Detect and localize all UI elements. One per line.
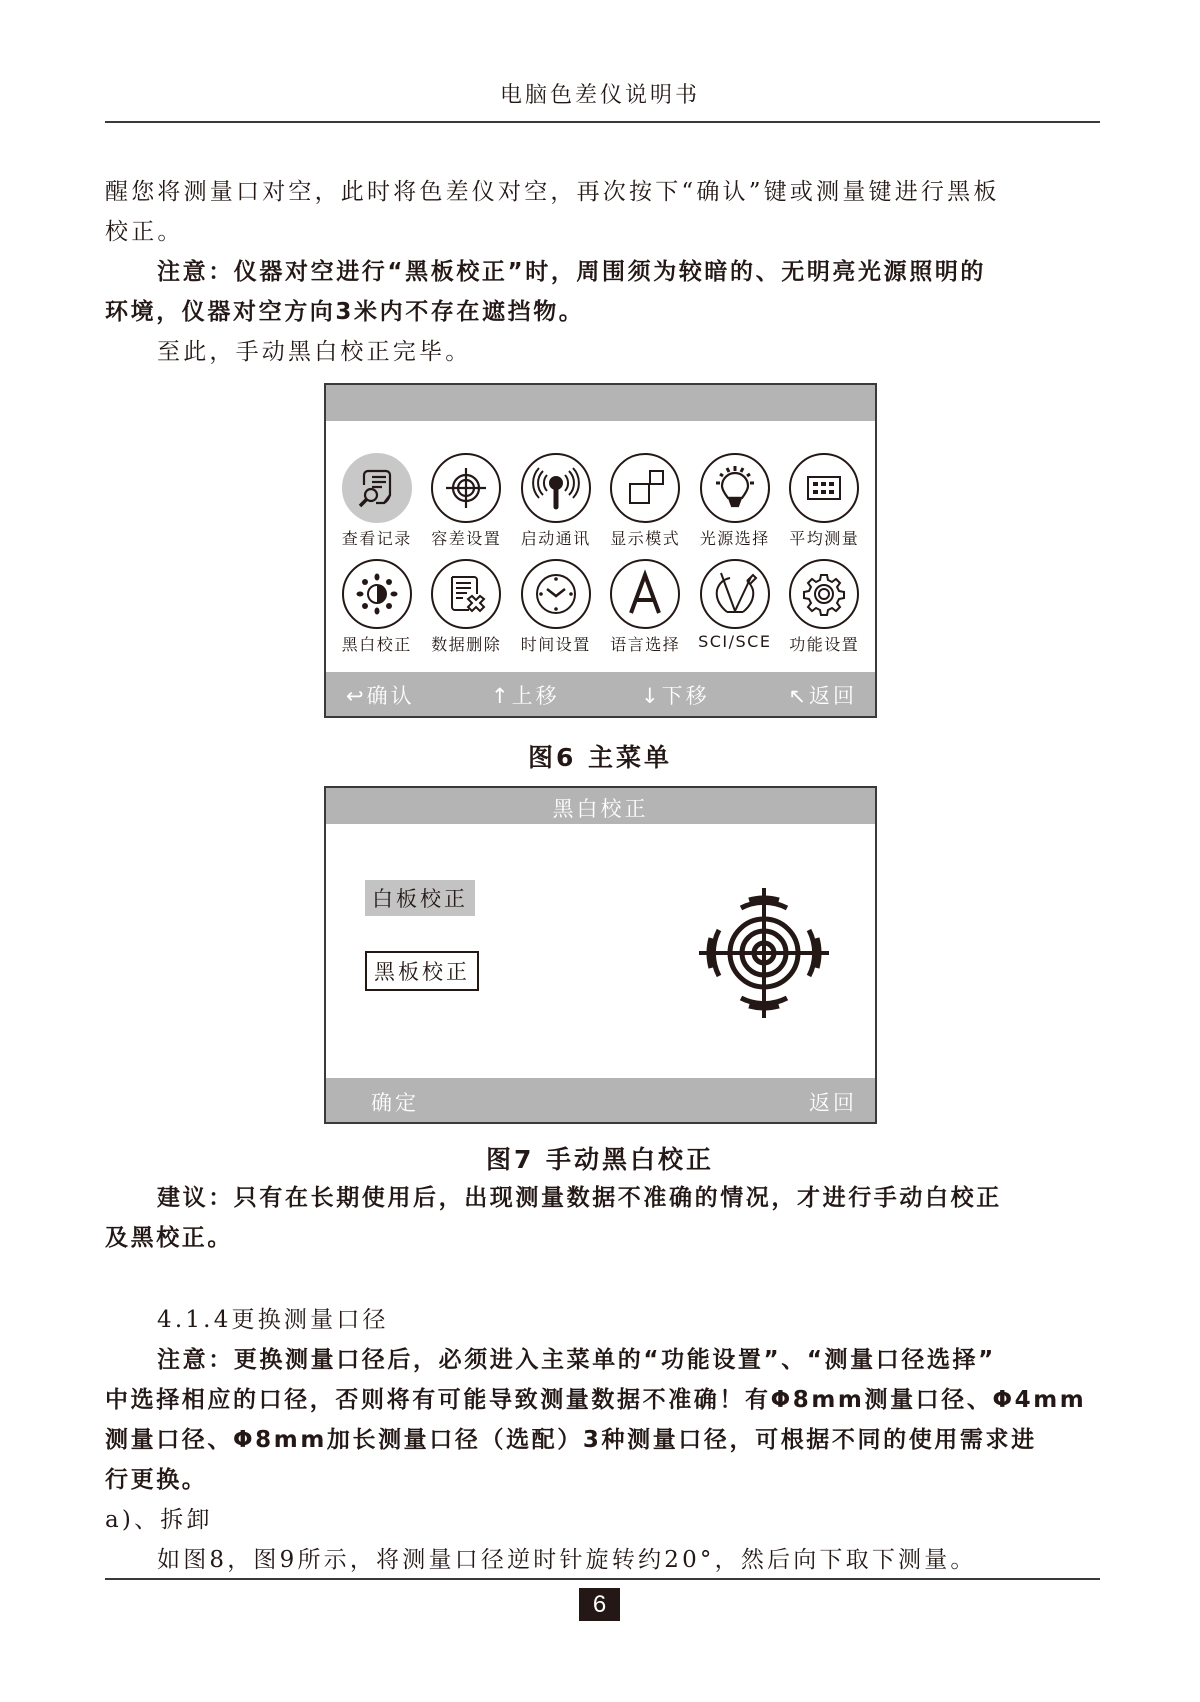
main-menu-title-bar bbox=[326, 385, 875, 421]
figure7-caption: 图7 手动黑白校正 bbox=[485, 1145, 715, 1174]
paragraph-line: 注意：仪器对空进行“黑板校正”时，周围须为较暗的、无明亮光源照明的 bbox=[157, 259, 987, 285]
menu-item-label: 启动通讯 bbox=[520, 529, 591, 548]
page-number: 6 bbox=[579, 1588, 620, 1621]
arrow-up-icon: ↑ bbox=[491, 684, 512, 708]
wireless-signal-icon bbox=[521, 453, 591, 523]
menu-item-start-communication[interactable] bbox=[511, 453, 601, 549]
footer-divider bbox=[105, 1578, 1100, 1580]
menu-item-label: 语言选择 bbox=[610, 635, 681, 654]
arrow-back-icon: ↖ bbox=[788, 684, 809, 708]
figure6-caption: 图6 主菜单 bbox=[527, 743, 673, 772]
menu-item-data-delete[interactable] bbox=[422, 559, 512, 655]
menu-item-language[interactable] bbox=[601, 559, 691, 655]
paragraph-line: 及黑校正。 bbox=[105, 1225, 233, 1251]
main-menu-grid bbox=[332, 453, 869, 655]
clock-icon bbox=[521, 559, 591, 629]
confirm-softkey[interactable] bbox=[346, 680, 415, 710]
menu-item-time-settings[interactable] bbox=[511, 559, 601, 655]
back-label: 返回 bbox=[809, 684, 857, 708]
menu-item-label: SCI/SCE bbox=[698, 632, 772, 651]
main-menu-bottom-bar bbox=[326, 672, 875, 716]
crosshair-target-icon bbox=[431, 453, 501, 523]
menu-item-average-measurement[interactable] bbox=[780, 453, 870, 549]
paragraph-advice bbox=[105, 1178, 1100, 1258]
menu-item-function-settings[interactable] bbox=[780, 559, 870, 655]
black-plate-calibration-option[interactable]: 黑板校正 bbox=[365, 951, 479, 991]
gear-icon bbox=[789, 559, 859, 629]
menu-item-label: 显示模式 bbox=[610, 529, 681, 548]
back-softkey[interactable] bbox=[788, 680, 857, 710]
confirm-label: 确认 bbox=[366, 684, 415, 708]
section-heading bbox=[105, 1300, 1100, 1340]
main-menu-screen bbox=[324, 383, 877, 718]
ok-softkey[interactable]: 确定 bbox=[371, 1091, 419, 1115]
move-down-label: 下移 bbox=[661, 684, 710, 708]
paragraph-aperture-note bbox=[105, 1340, 1100, 1500]
sci-sce-icon bbox=[700, 559, 770, 629]
paragraph-line: 校正。 bbox=[105, 219, 184, 245]
paragraph-complete bbox=[105, 332, 1100, 372]
document-delete-icon bbox=[431, 559, 501, 629]
paragraph-continuation bbox=[105, 172, 1100, 252]
paragraph-line: 建议：只有在长期使用后，出现测量数据不准确的情况，才进行手动白校正 bbox=[157, 1185, 1002, 1211]
paragraph-line: 如图8，图9所示，将测量口径逆时针旋转约20°，然后向下取下测量。 bbox=[157, 1547, 977, 1573]
subsection-disassembly bbox=[105, 1500, 1100, 1580]
menu-item-view-records[interactable] bbox=[332, 453, 422, 549]
menu-item-label: 黑白校正 bbox=[341, 635, 412, 654]
menu-item-sci-sce[interactable] bbox=[690, 559, 780, 655]
paragraph-line: 环境，仪器对空方向3米内不存在遮挡物。 bbox=[105, 299, 585, 325]
paragraph-line: 行更换。 bbox=[105, 1467, 208, 1493]
white-plate-calibration-option[interactable]: 白板校正 bbox=[365, 880, 475, 916]
half-sun-icon bbox=[342, 559, 412, 629]
move-down-softkey[interactable] bbox=[641, 680, 710, 710]
enter-arrow-icon: ↩ bbox=[346, 684, 367, 708]
paragraph-line: 测量口径、Φ8mm加长测量口径（选配）3种测量口径，可根据不同的使用需求进 bbox=[105, 1427, 1037, 1453]
menu-item-label: 容差设置 bbox=[431, 529, 502, 548]
menu-item-label: 时间设置 bbox=[520, 635, 591, 654]
calibration-screen bbox=[324, 786, 877, 1124]
document-header-title: 电脑色差仪说明书 bbox=[499, 83, 700, 108]
calibration-title-bar bbox=[326, 788, 875, 824]
header-divider bbox=[105, 121, 1100, 123]
back-softkey[interactable]: 返回 bbox=[809, 1091, 857, 1115]
menu-item-label: 功能设置 bbox=[789, 635, 860, 654]
menu-item-light-source[interactable] bbox=[690, 453, 780, 549]
paragraph-line: 中选择相应的口径，否则将有可能导致测量数据不准确！有Φ8mm测量口径、Φ4mm bbox=[105, 1387, 1087, 1413]
menu-item-display-mode[interactable] bbox=[601, 453, 691, 549]
calibration-title: 黑白校正 bbox=[552, 797, 649, 821]
menu-item-label: 平均测量 bbox=[789, 529, 860, 548]
paragraph-line: 醒您将测量口对空，此时将色差仪对空，再次按下“确认”键或测量键进行黑板 bbox=[105, 179, 1000, 205]
calibration-target-icon bbox=[699, 888, 829, 1018]
paragraph-line: 注意：更换测量口径后，必须进入主菜单的“功能设置”、“测量口径选择” bbox=[157, 1347, 996, 1373]
menu-item-label: 查看记录 bbox=[341, 529, 412, 548]
view-records-icon bbox=[342, 453, 412, 523]
arrow-down-icon: ↓ bbox=[641, 684, 662, 708]
menu-item-label: 光源选择 bbox=[699, 529, 770, 548]
menu-item-tolerance-settings[interactable] bbox=[422, 453, 512, 549]
grid-dots-icon bbox=[789, 453, 859, 523]
subsection-heading: a)、拆卸 bbox=[105, 1507, 213, 1533]
paragraph-line: 至此，手动黑白校正完毕。 bbox=[157, 339, 472, 365]
menu-item-label: 数据删除 bbox=[431, 635, 502, 654]
menu-item-black-white-calibration[interactable] bbox=[332, 559, 422, 655]
calibration-bottom-bar bbox=[326, 1078, 875, 1122]
section-heading-text: 4.1.4更换测量口径 bbox=[157, 1307, 389, 1333]
letter-a-icon bbox=[610, 559, 680, 629]
display-mode-squares-icon bbox=[610, 453, 680, 523]
move-up-softkey[interactable] bbox=[491, 680, 560, 710]
move-up-label: 上移 bbox=[511, 684, 560, 708]
paragraph-note-dark-calibration bbox=[105, 252, 1100, 332]
light-bulb-icon bbox=[700, 453, 770, 523]
